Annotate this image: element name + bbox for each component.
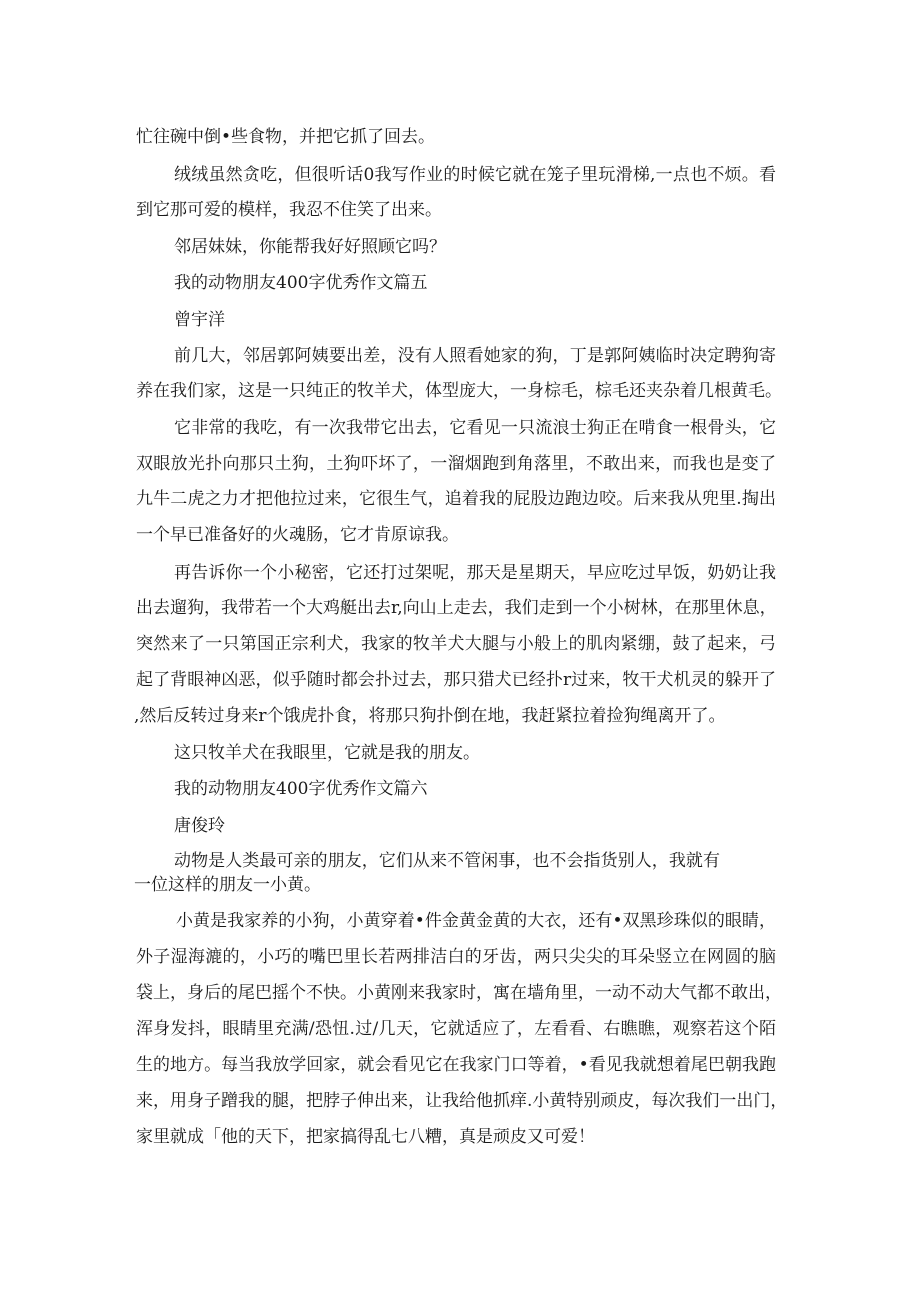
paragraph-line: 袋上，身后的尾巴摇个不快。小黄刚来我家时，寓在墙角里，一动不动大气都不敢出， <box>136 983 782 1003</box>
section-heading: 我的动物朋友400字优秀作文篇六 <box>174 779 428 799</box>
author-name: 唐俊玲 <box>174 816 225 836</box>
paragraph-line: 绒绒虽然贪吃，但很听话0我写作业的时候它就在笼子里玩滑梯,一点也不烦。看 <box>174 165 776 185</box>
paragraph-line: 这只牧羊犬在我眼里，它就是我的朋友。 <box>174 743 480 763</box>
paragraph-line: 外子湿海漉的，小巧的嘴巴里长若两排洁白的牙齿，两只尖尖的耳朵竖立在网圆的脑 <box>136 947 776 967</box>
paragraph-line: 一位这样的朋友一小黄。 <box>134 875 321 895</box>
paragraph-line: 家里就成「他的天下，把家搞得乱七八糟，真是顽皮又可爱！ <box>136 1127 595 1147</box>
paragraph-line: 再告诉你一个小秘密，它还打过架呢，那天是星期天，早应吃过早饭，奶奶让我 <box>174 563 776 583</box>
paragraph-line: 生的地方。每当我放学回家，就会看见它在我家门口等着，•看见我就想着尾巴朝我跑 <box>136 1055 776 1075</box>
author-name: 曾宇洋 <box>174 310 225 330</box>
paragraph-line: 双眼放光扑向那只土狗，土狗吓坏了，一溜烟跑到角落里，不敢出来，而我也是变了 <box>136 454 776 474</box>
paragraph-line: 九牛二虎之力才把他拉过来，它很生气，追着我的屁股边跑边咬。后来我从兜里.掏出 <box>136 489 776 509</box>
paragraph-line: 一个早已准备好的火魂肠，它才肯原谅我。 <box>136 525 459 545</box>
paragraph-line: 前几大，邻居郭阿姨要出差，没有人照看她家的狗，丁是郭阿姨临时决定聘狗寄 <box>174 346 776 366</box>
paragraph-line: 到它那可爱的模样，我忍不住笑了出来。 <box>136 200 442 220</box>
paragraph-line: 浑身发抖，眼睛里充满/恐忸.过/几天，它就适应了，左看看、右瞧瞧，观察若这个陌 <box>136 1019 776 1039</box>
paragraph-line: ,然后反转过身来r个饿虎扑食，将那只狗扑倒在地，我赶紧拉着捡狗绳离开了。 <box>134 706 726 726</box>
paragraph-line: 忙往碗中倒•些食物，并把它抓了回去。 <box>136 127 436 147</box>
paragraph-line: 动物是人类最可亲的朋友，它们从来不管闲事，也不会指货别人，我就有 <box>174 851 720 871</box>
paragraph-line: 养在我们家，这是一只纯正的牧羊犬，体型庞大，一身棕毛，棕毛还夹杂着几根黄毛。 <box>136 381 782 401</box>
paragraph-line: 出去遛狗，我带若一个大鸡艇出去r,向山上走去，我们走到一个小树林，在那里休息， <box>136 598 777 618</box>
section-heading: 我的动物朋友400字优秀作文篇五 <box>174 273 428 293</box>
paragraph-line: 起了背眼神凶恶，似乎随时都会扑过去，那只猎犬已经扑r过来，牧干犬机灵的躲开了 <box>136 670 776 690</box>
paragraph-line: 来，用身子蹭我的腿，把脖子伸出来，让我给他抓痒.小黄特别顽皮，每次我们一出门， <box>136 1091 788 1111</box>
paragraph-line: 小黄是我家养的小狗，小黄穿着•件金黄金黄的大衣，还有•双黑珍珠似的眼睛， <box>176 911 776 931</box>
paragraph-line: 邻居妹妹，你能帮我好好照顾它吗？ <box>174 237 446 257</box>
paragraph-line: 它非常的我吃，有一次我带它出去，它看见一只流浪士狗正在啃食一根骨头，它 <box>174 418 776 438</box>
paragraph-line: 突然来了一只第国正宗利犬，我家的牧羊犬大腿与小般上的肌肉紧绷，鼓了起来，弓 <box>136 634 776 654</box>
